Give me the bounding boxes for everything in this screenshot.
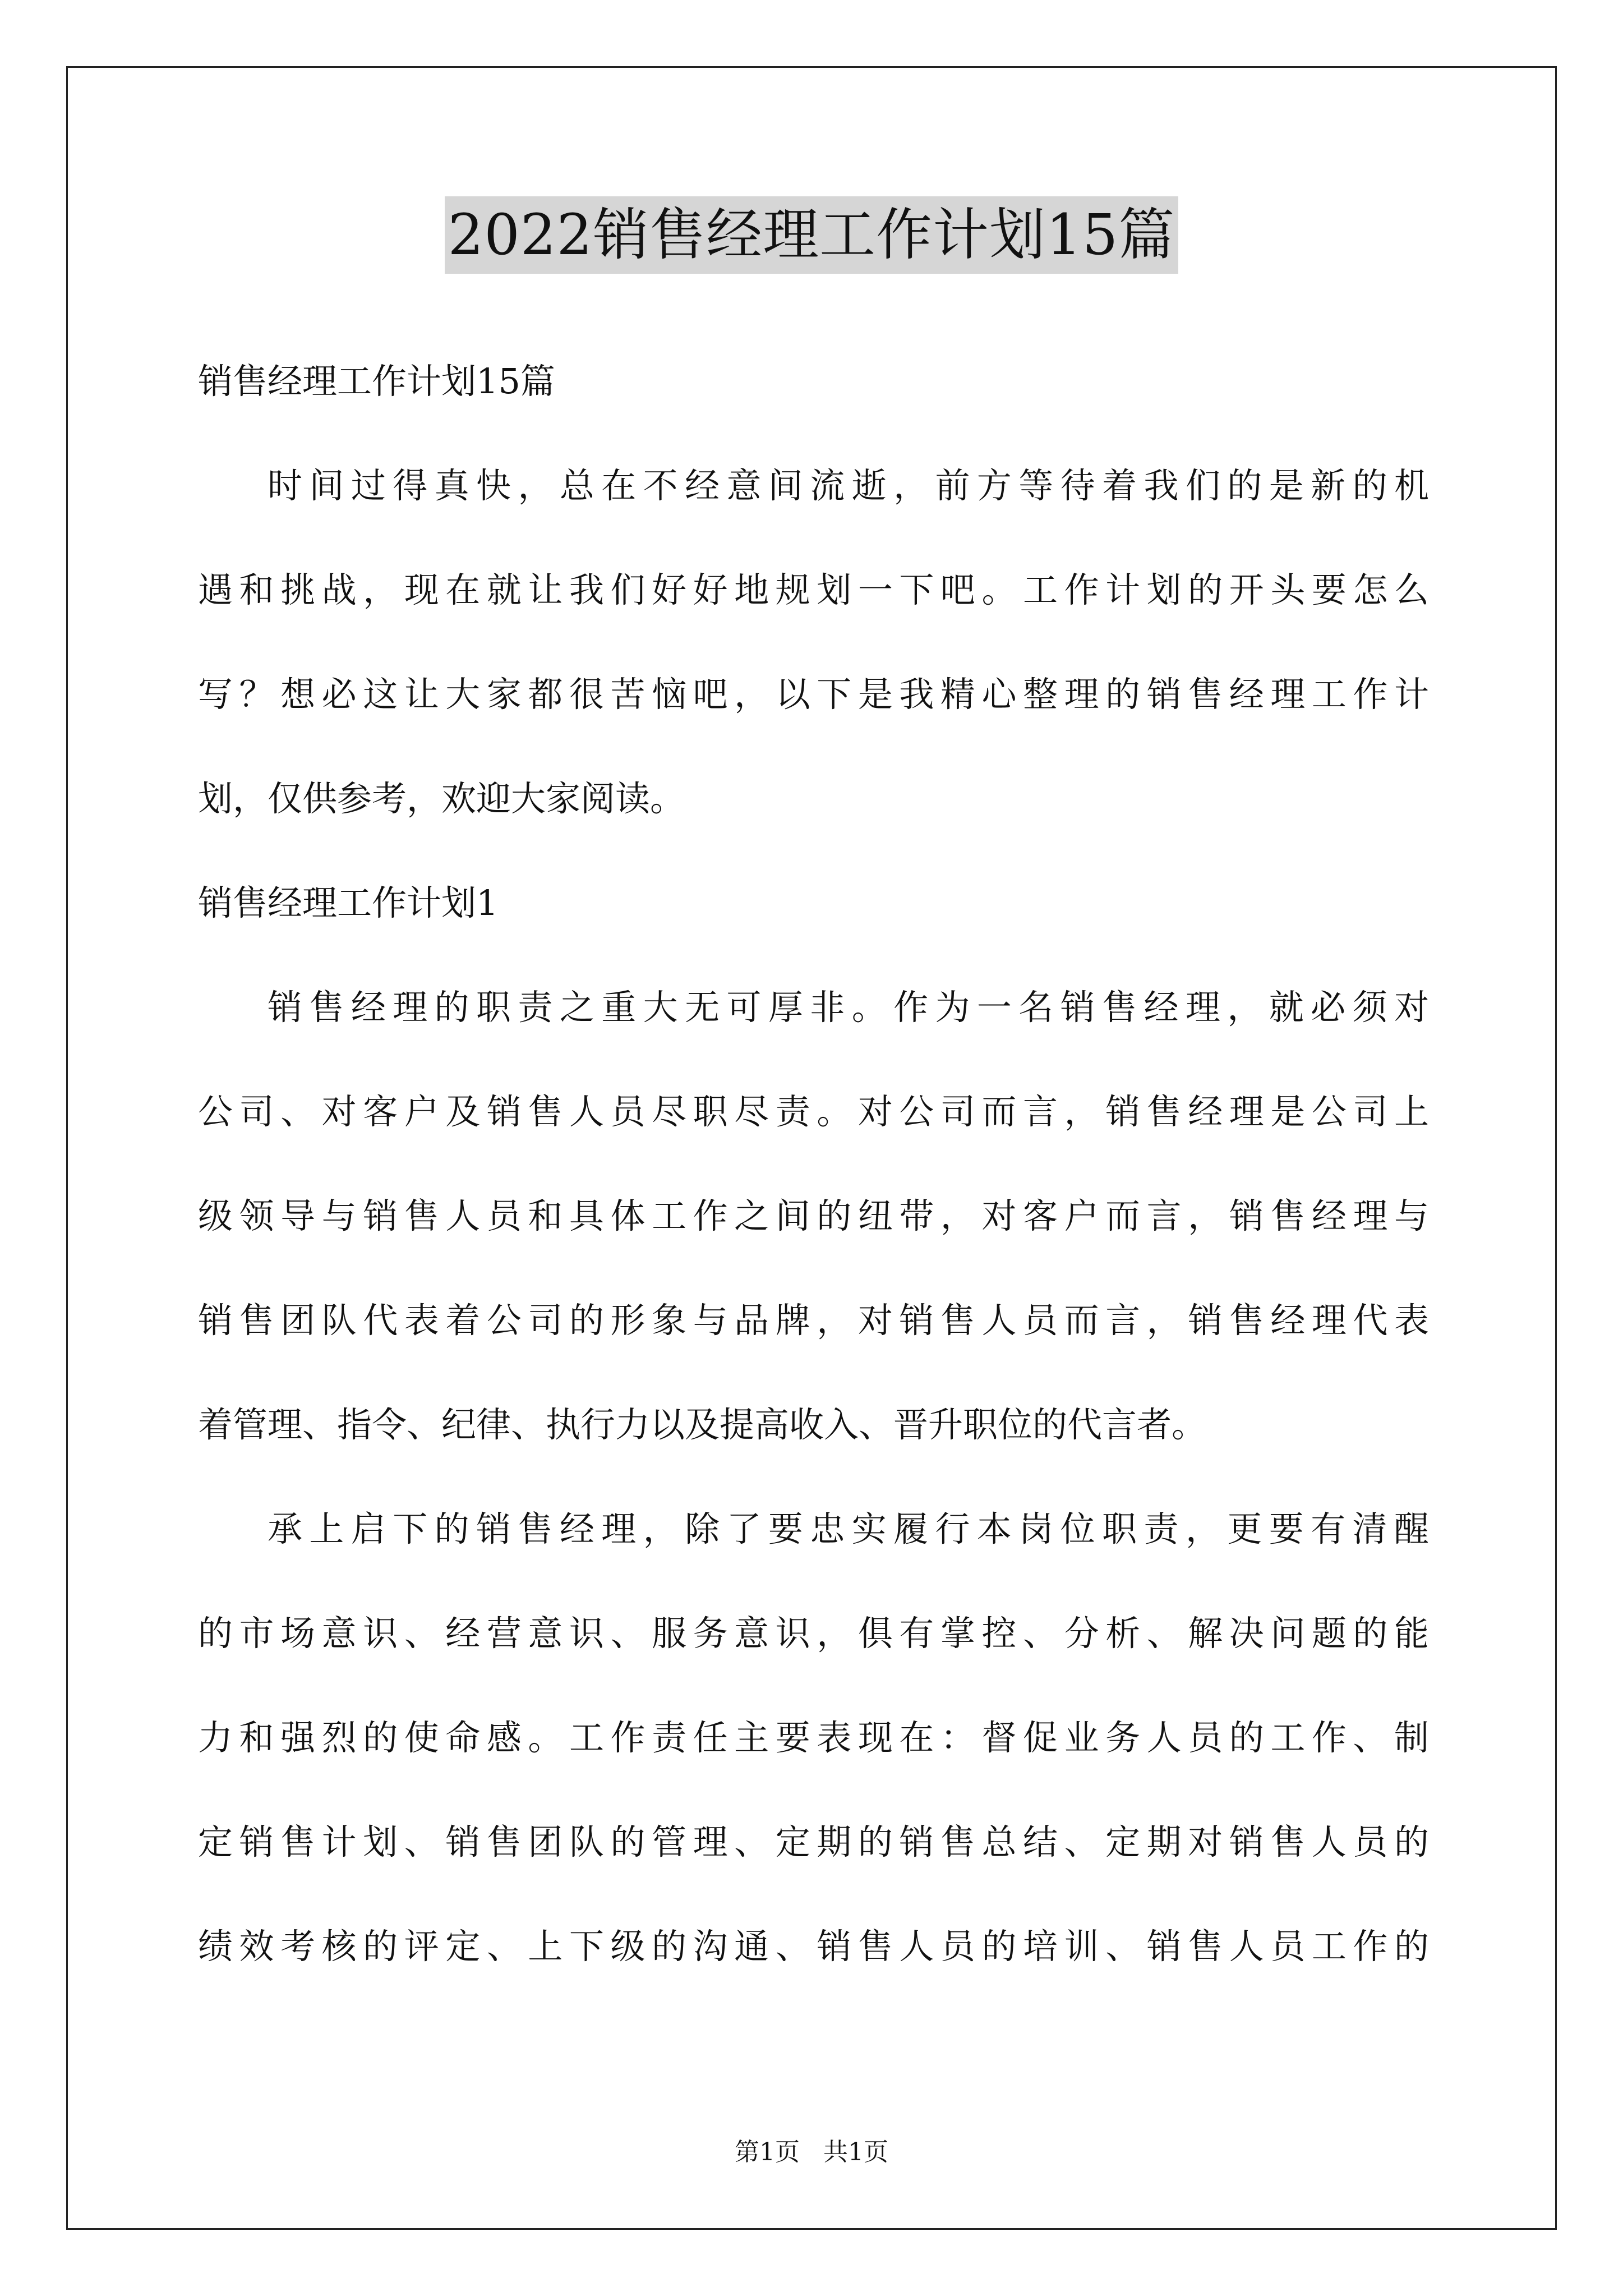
subtitle-heading: 销售经理工作计划15篇: [198, 361, 555, 402]
document-body: [198, 337, 1429, 2006]
paragraph-line: 公司、对客户及销售人员尽职尽责。对公司而言，销售经理是公司上: [198, 1091, 1429, 1132]
intro-paragraph: [198, 441, 1429, 858]
paragraph-line: 力和强烈的使命感。工作责任主要表现在：督促业务人员的工作、制: [198, 1717, 1429, 1758]
paragraph-2: [198, 1484, 1429, 2006]
paragraph-line: 绩效考核的评定、上下级的沟通、销售人员的培训、销售人员工作的: [198, 1926, 1429, 1967]
paragraph-1: [198, 963, 1429, 1484]
paragraph-line: 的市场意识、经营意识、服务意识，俱有掌控、分析、解决问题的能: [198, 1613, 1429, 1654]
paragraph-line: 销售经理的职责之重大无可厚非。作为一名销售经理，就必须对: [268, 987, 1429, 1028]
paragraph-line: 着管理、指令、纪律、执行力以及提高收入、晋升职位的代言者。: [198, 1404, 1207, 1445]
paragraph-line: 划，仅供参考，欢迎大家阅读。: [198, 778, 685, 819]
paragraph-line: 定销售计划、销售团队的管理、定期的销售总结、定期对销售人员的: [198, 1821, 1429, 1862]
page-number-label: 第1页 共1页: [735, 2138, 888, 2166]
paragraph-line: 级领导与销售人员和具体工作之间的纽带，对客户而言，销售经理与: [198, 1195, 1429, 1236]
paragraph-line: 承上启下的销售经理，除了要忠实履行本岗位职责，更要有清醒: [268, 1508, 1429, 1549]
paragraph-line: 写？想必这让大家都很苦恼吧，以下是我精心整理的销售经理工作计: [198, 674, 1429, 715]
paragraph-line: 时间过得真快，总在不经意间流逝，前方等待着我们的是新的机: [268, 465, 1429, 506]
section-heading: 销售经理工作计划1: [198, 882, 499, 923]
document-title: 2022销售经理工作计划15篇: [445, 196, 1179, 274]
paragraph-line: 销售团队代表着公司的形象与品牌，对销售人员而言，销售经理代表: [198, 1300, 1429, 1341]
page-footer: [0, 2132, 1623, 2168]
title-container: [0, 196, 1623, 274]
paragraph-line: 遇和挑战，现在就让我们好好地规划一下吧。工作计划的开头要怎么: [198, 569, 1429, 610]
